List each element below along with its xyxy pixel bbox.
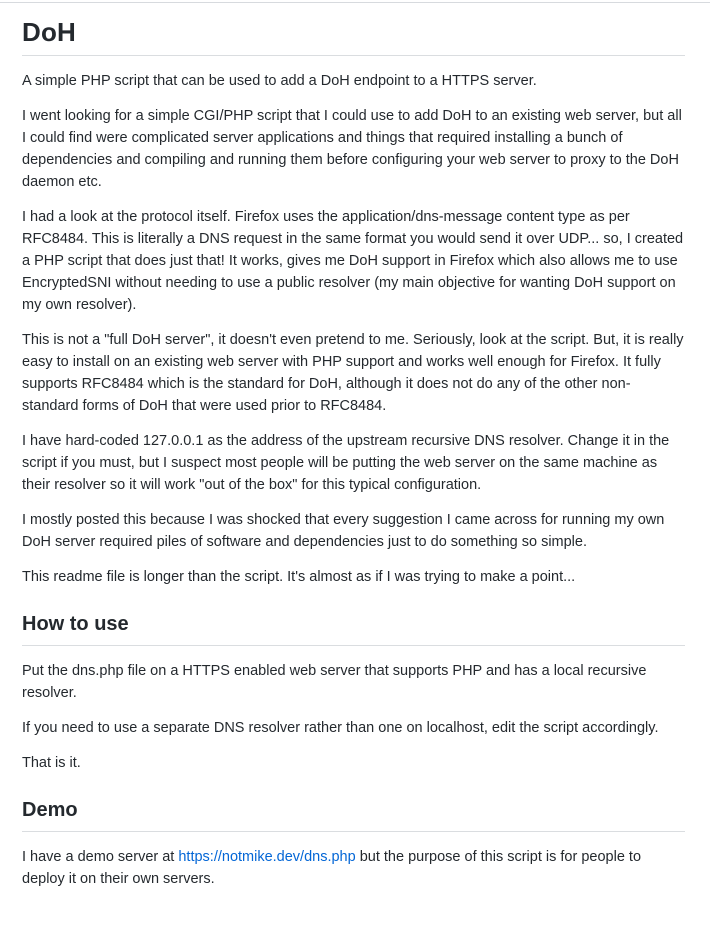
intro-paragraph-1: A simple PHP script that can be used to add a DoH endpoint to a HTTPS server. <box>22 72 537 89</box>
intro-paragraph-6: I mostly posted this because I was shocked that every suggestion I came across for running my own DoH server required piles of software and dependencies just to do something so simple. <box>22 511 665 550</box>
section-heading-demo: Demo <box>22 798 685 832</box>
how-to-use-paragraph-2: If you need to use a separate DNS resolver rather than one on localhost, edit the script accordingly. <box>22 719 659 736</box>
how-to-use-paragraph-1: Put the dns.php file on a HTTPS enabled web server that supports PHP and has a local recursive resolver. <box>22 662 647 701</box>
intro-paragraph-5: I have hard-coded 127.0.0.1 as the address of the upstream recursive DNS resolver. Change it in the script if you must, but I suspect most people will be putting the web server on the same machine as their resolver so it will work "out of the box" for this typical configuration. <box>22 432 670 493</box>
demo-paragraph <box>22 846 685 890</box>
intro-paragraph-7: This readme file is longer than the script. It's almost as if I was trying to make a point... <box>22 568 576 585</box>
intro-paragraph-2: I went looking for a simple CGI/PHP script that I could use to add DoH to an existing web server, but all I could find were complicated server applications and things that required installing a bunch of dependencies and compiling and running them before configuring your web server to proxy to the DoH daemon etc. <box>22 107 682 190</box>
page-title: DoH <box>22 16 685 56</box>
demo-text-after-link: but the purpose of this script is for people to deploy it on their own servers. <box>22 848 642 887</box>
intro-paragraph-4: This is not a "full DoH server", it doesn't even pretend to me. Seriously, look at the script. But, it is really easy to install on an existing web server with PHP support and works well enough for Firefox. It fully supports RFC8484 which is the standard for DoH, although it does not do any of the other non-standard forms of DoH that were used prior to RFC8484. <box>22 331 684 414</box>
section-heading-how-to-use: How to use <box>22 612 685 646</box>
intro-paragraph-3: I had a look at the protocol itself. Firefox uses the application/dns-message content type as per RFC8484. This is literally a DNS request in the same format you would send it over UDP... so, I created a PHP script that does just that! It works, gives me DoH support in Firefox which also allows me to use EncryptedSNI without needing to use a public resolver (my main objective for wanting DoH support on my own resolver). <box>22 208 684 313</box>
readme-document <box>0 3 710 927</box>
how-to-use-paragraph-3: That is it. <box>22 754 81 771</box>
demo-link[interactable]: https://notmike.dev/dns.php <box>178 848 356 865</box>
demo-text-before-link: I have a demo server at <box>22 848 179 865</box>
